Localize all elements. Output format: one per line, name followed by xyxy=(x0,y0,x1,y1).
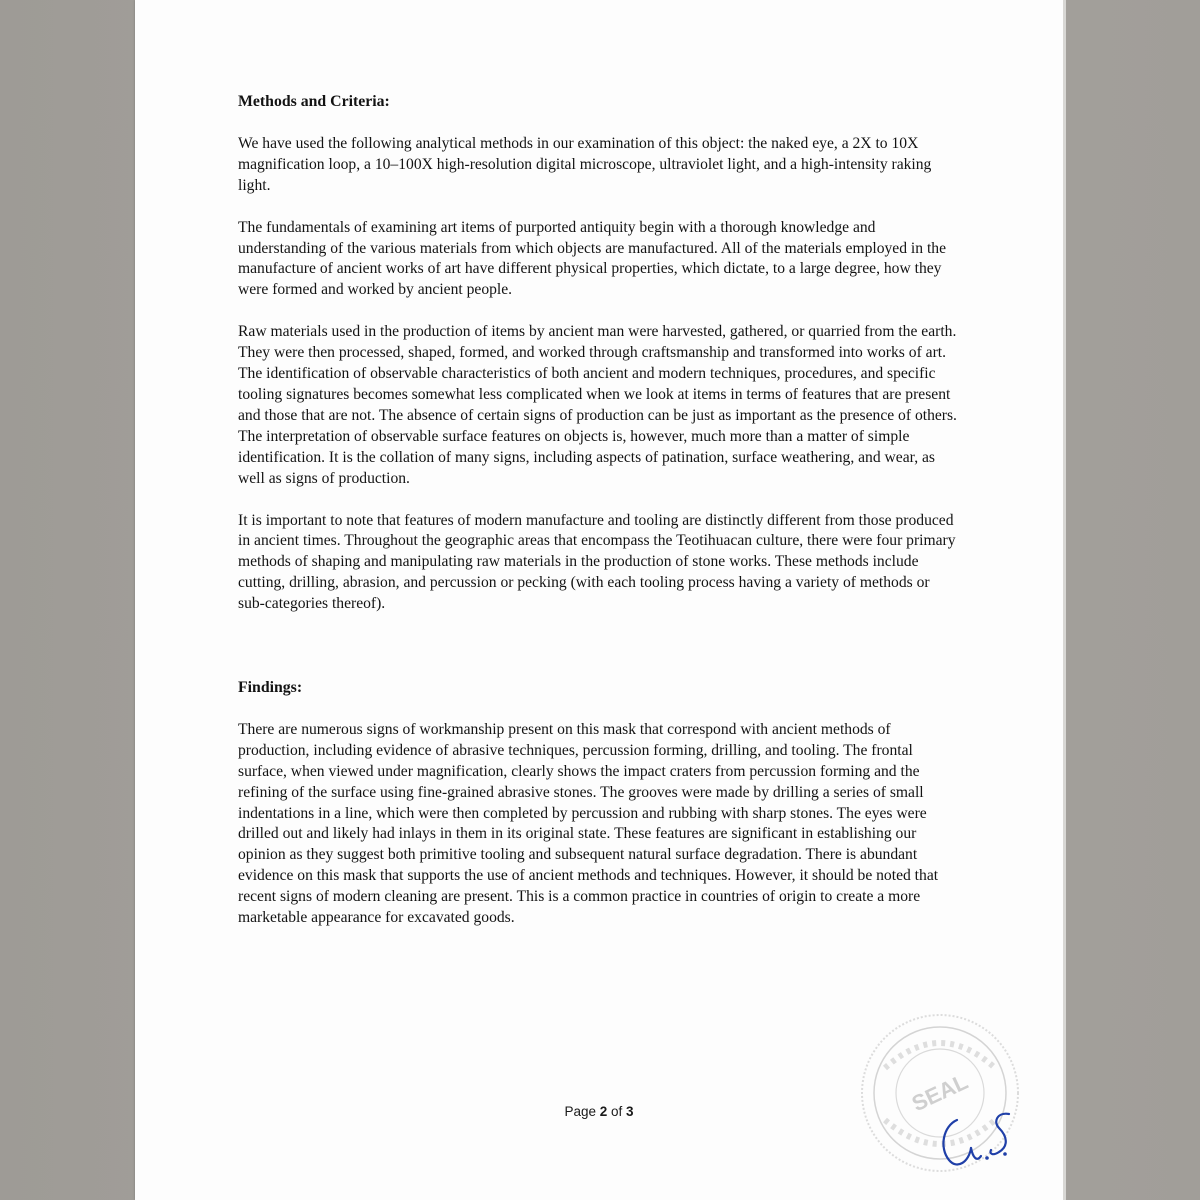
paragraph-methods-1: We have used the following analytical methods in our examination of this object: the naked eye, a 2X to 10X magnification loop, a 10–100X high-resolution digital microscope, ultraviolet light, and a high-intensity raking light. xyxy=(238,134,932,194)
section-heading-findings: Findings: xyxy=(238,679,303,697)
paragraph-methods-2: The fundamentals of examining art items of purported antiquity begin with a thorough knowledge and understanding of the various materials from which objects are manufactured. All of the materials employed in the manufacture of ancient works of art have different physical properties, which dictate, to a large degree, how they were formed and worked by ancient people. xyxy=(238,218,946,299)
paragraph-methods-3: Raw materials used in the production of items by ancient man were harvested, gathered, or quarried from the earth. They were then processed, shaped, formed, and worked through craftsmanship and transformed into works of art. The identification of observable characteristics of both ancient and modern techniques, procedures, and specific tooling signatures becomes somewhat less complicated when we look at items in terms of features that are present and those that are not. The absence of certain signs of production can be just as important as the presence of others. The interpretation of observable surface features on objects is, however, much more than a matter of simple identification. It is the collation of many signs, including aspects of patination, surface weathering, and wear, as well as signs of production. xyxy=(238,323,957,487)
page-prefix: Page xyxy=(564,1104,600,1119)
paragraph-methods-4: It is important to note that features of modern manufacture and tooling are distinctly different from those produced in ancient times. Throughout the geographic areas that encompass the Teotihuacan culture, there were four primary methods of shaping and manipulating raw materials in the production of stone works. These methods include cutting, drilling, abrasion, and percussion or pecking (with each tooling process having a variety of methods or sub-categories thereof). xyxy=(238,511,956,613)
document-body xyxy=(238,92,958,929)
page-current: 2 xyxy=(599,1104,608,1119)
page-edge xyxy=(1063,0,1066,1200)
signature-icon xyxy=(935,1100,1025,1180)
document-page xyxy=(135,0,1063,1200)
section-heading-methods: Methods and Criteria: xyxy=(238,93,390,110)
page-middle: of xyxy=(607,1104,627,1119)
svg-text:SEAL: SEAL xyxy=(907,1068,972,1117)
paragraph-findings-1: There are numerous signs of workmanship present on this mask that correspond with ancient methods of production, including evidence of abrasive techniques, percussion forming, drilling, and tooling. The frontal surface, when viewed under magnification, clearly shows the impact craters from percussion forming and the refining of the surface using fine-grained abrasive stones. The grooves were made by drilling a series of small indentations in a line, which were then completed by percussion and rubbing with sharp stones. The eyes were drilled out and likely had inlays in them in its original state. These features are significant in establishing our opinion as they suggest both primitive tooling and subsequent natural surface degradation. There is abundant evidence on this mask that supports the use of ancient methods and techniques. However, it should be noted that recent signs of modern cleaning are present. This is a common practice in countries of origin to create a more marketable appearance for excavated goods. xyxy=(238,720,939,927)
page-total: 3 xyxy=(626,1104,634,1119)
